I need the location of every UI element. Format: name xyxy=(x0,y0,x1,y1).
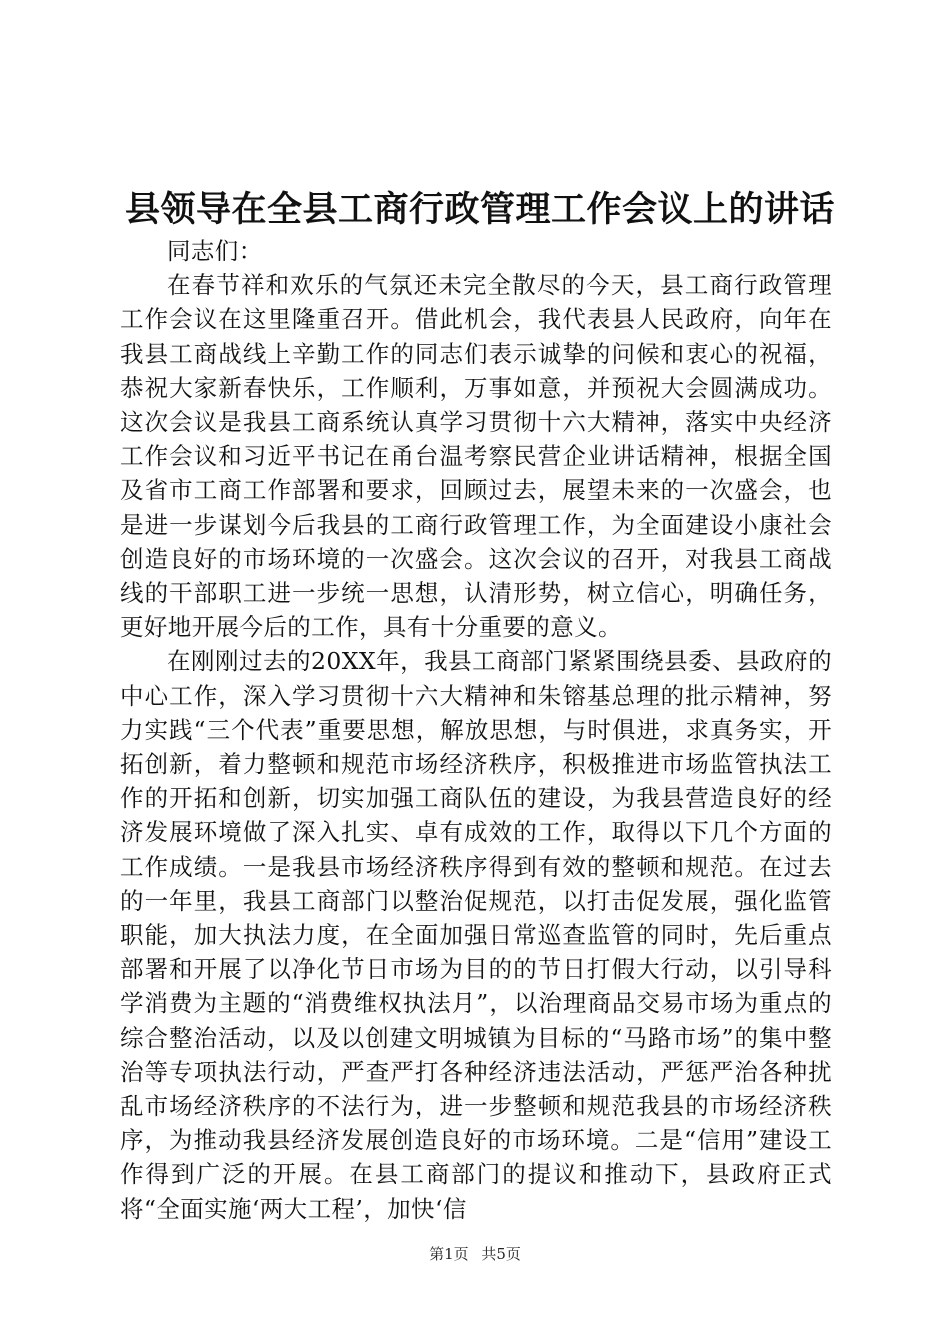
document-title: 县领导在全县工商行政管理工作会议上的讲话 xyxy=(124,189,835,230)
salutation: 同志们： xyxy=(167,237,263,265)
paragraph-2: 在刚刚过去的20XX年，我县工商部门紧紧围绕县委、县政府的中心工作，深入学习贯彻十六大精神和朱镕基总理的批示精神，努力实践“三个代表”重要思想，解放思想，与时俱进，求真务实，开拓创新，着力整顿和规范市场经济秩序，积极推进市场监管执法工作的开拓和创新，切实加强工商队伍的建设，为我县营造良好的经济发展环境做了深入扎实、卓有成效的工作，取得以下几个方面的工作成绩。一是我县市场经济秩序得到有效的整顿和规范。在过去的一年里，我县工商部门以整治促规范，以打击促发展，强化监管职能，加大执法力度，在全面加强日常巡查监管的同时，先后重点部署和开展了以净化节日市场为目的的节日打假大行动，以引导科学消费为主题的“消费维权执法月”，以治理商品交易市场为重点的综合整治活动，以及以创建文明城镇为目标的“马路市场”的集中整治等专项执法行动，严查严打各种经济违法活动，严惩严治各种扰乱市场经济秩序的不法行为，进一步整顿和规范我县的市场经济秩序，为推动我县经济发展创造良好的市场环境。二是“信用”建设工作得到广泛的开展。在县工商部门的提议和推动下，县政府正式将“全面实施‘两大工程’，加快‘信 xyxy=(120,647,832,1223)
paragraph-1: 在春节祥和欢乐的气氛还未完全散尽的今天，县工商行政管理工作会议在这里隆重召开。借此机会，我代表县人民政府，向年在我县工商战线上辛勤工作的同志们表示诚挚的问候和衷心的祝福，恭祝大家新春快乐，工作顺利，万事如意，并预祝大会圆满成功。这次会议是我县工商系统认真学习贯彻十六大精神，落实中央经济工作会议和习近平书记在甬台温考察民营企业讲话精神，根据全国及省市工商工作部署和要求，回顾过去，展望未来的一次盛会，也是进一步谋划今后我县的工商行政管理工作，为全面建设小康社会创造良好的市场环境的一次盛会。这次会议的召开，对我县工商战线的干部职工进一步统一思想，认清形势，树立信心，明确任务，更好地开展今后的工作，具有十分重要的意义。 xyxy=(120,271,832,642)
document-body xyxy=(120,234,832,1226)
page-footer xyxy=(0,1243,950,1265)
page-total: 共5页 xyxy=(481,1245,521,1263)
page-number: 第1页 xyxy=(429,1245,469,1263)
